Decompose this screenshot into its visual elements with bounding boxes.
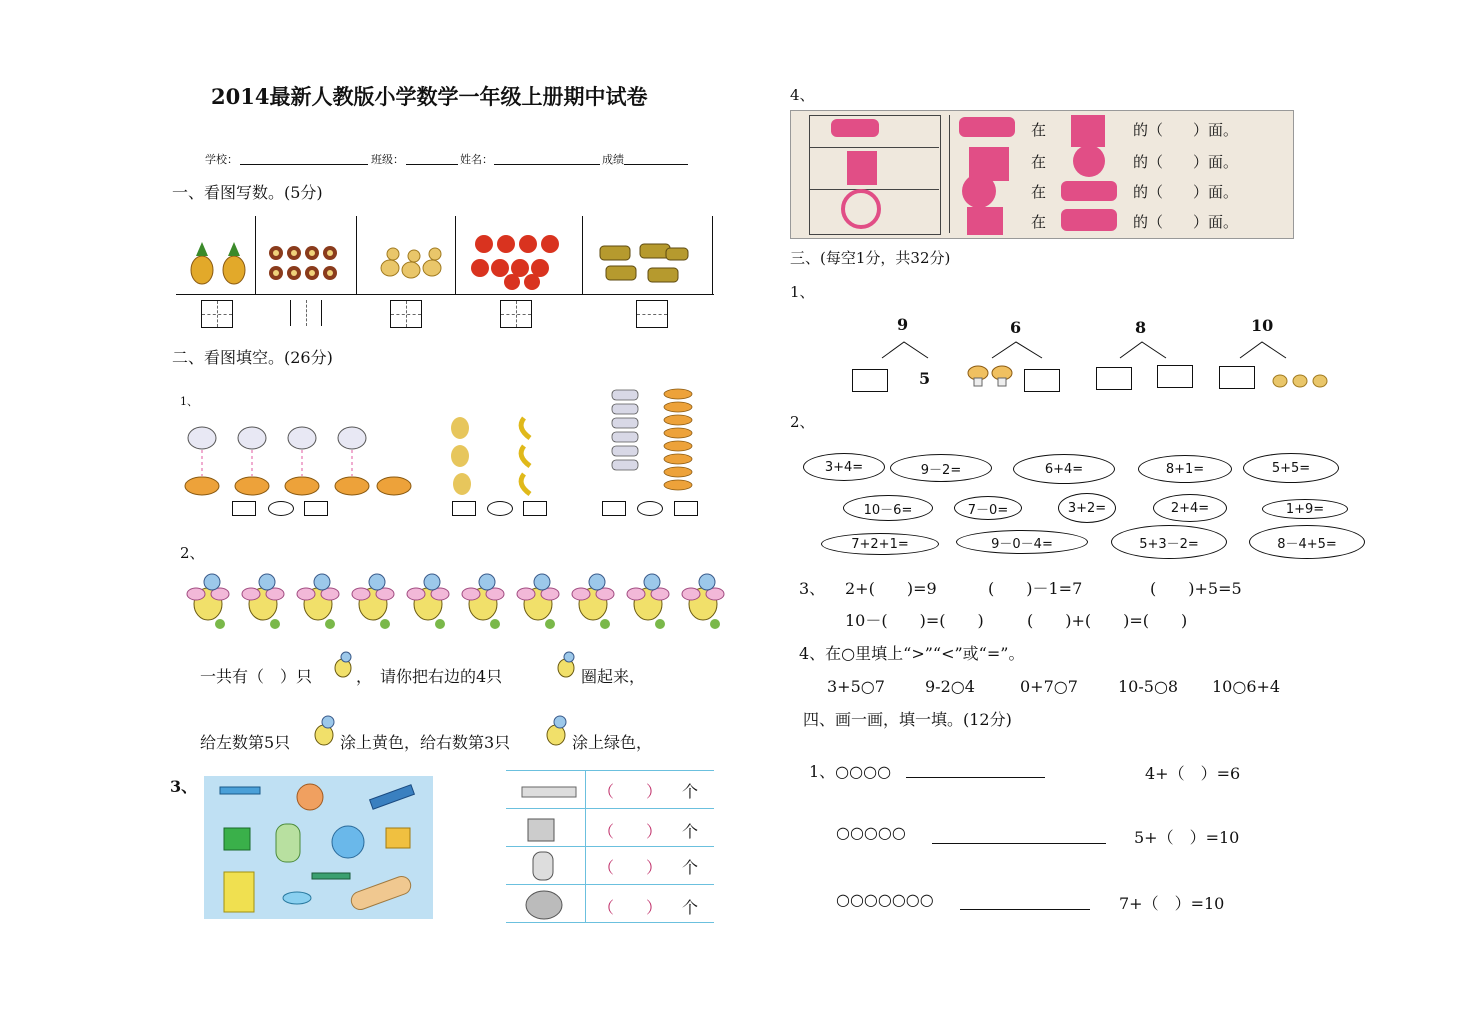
bee-icon (309, 714, 339, 748)
tree-answer-box[interactable] (852, 369, 888, 392)
compare-item[interactable]: 10-5○8 (1118, 677, 1179, 696)
compare-item[interactable]: 9-2○4 (925, 677, 975, 696)
section4-heading: 四、画一画，填一填。(12分) (803, 710, 1012, 729)
equation-oval[interactable]: 9－2= (890, 454, 992, 482)
draw-circles: ○○○○○○○ (836, 890, 934, 909)
cattle-picture (596, 240, 696, 290)
tree-branches (870, 338, 1330, 362)
answer-box-duck[interactable] (390, 300, 422, 328)
photo-face[interactable]: 的（ ）面。 (1133, 121, 1239, 139)
tree-top: 9 (897, 315, 909, 334)
equation-oval[interactable]: 3+4= (803, 453, 885, 481)
count-blank[interactable]: （ ） (598, 898, 663, 917)
table-row (506, 885, 714, 923)
bee-icon (330, 650, 356, 680)
q3-equation[interactable]: 2+( )=9 (845, 579, 937, 598)
tree-top: 10 (1251, 316, 1274, 335)
draw-line[interactable] (932, 843, 1106, 844)
q2-number: 2、 (180, 544, 205, 562)
photo-zai: 在 (1031, 183, 1047, 201)
position-photo (790, 110, 1294, 239)
draw-circles: ○○○○○ (836, 823, 906, 842)
equation-oval[interactable]: 9－0－4= (956, 530, 1088, 554)
equation-oval[interactable]: 5+3－2= (1111, 525, 1227, 559)
draw-line[interactable] (906, 777, 1045, 778)
equation-oval[interactable]: 1+9= (1262, 499, 1348, 519)
compare-box-3b[interactable] (674, 501, 698, 516)
compare-box-1b[interactable] (304, 501, 328, 516)
photo-zai: 在 (1031, 213, 1047, 231)
table-row (506, 771, 714, 809)
draw-equation[interactable]: 4+（ ）=6 (1145, 764, 1241, 783)
page-title: 2014最新人教版小学数学一年级上册期中试卷 (211, 84, 648, 109)
bee-color-text-end: 涂上绿色， (572, 733, 653, 752)
q3-number: 3、 (170, 777, 198, 796)
mushrooms-picture (966, 364, 1022, 388)
draw-equation[interactable]: 7+（ ）=10 (1119, 894, 1225, 913)
name-label: 姓名： (460, 153, 493, 166)
compare-item[interactable]: 10○6+4 (1212, 677, 1281, 696)
count-blank[interactable]: （ ） (598, 782, 663, 801)
compare-box-2a[interactable] (452, 501, 476, 516)
school-label: 学校： (205, 153, 238, 166)
answer-box-flower[interactable] (290, 300, 322, 326)
class-label: 班级： (371, 153, 404, 166)
q3-number: 3、 (799, 579, 826, 598)
chicks-picture (1270, 366, 1332, 390)
equation-oval[interactable]: 5+5= (1243, 453, 1339, 483)
class-field[interactable] (406, 164, 458, 165)
name-field[interactable] (494, 164, 600, 165)
answer-box-apple[interactable] (500, 300, 532, 328)
compare-item[interactable]: 0+7○7 (1020, 677, 1078, 696)
bee-color-text: 给左数第5只 (200, 733, 291, 752)
score-label: 成绩 (602, 153, 624, 166)
compare-box-2b[interactable] (523, 501, 547, 516)
bee-icon (541, 714, 571, 748)
photo-zai: 在 (1031, 153, 1047, 171)
school-field[interactable] (240, 164, 368, 165)
compare-circle-3[interactable] (637, 501, 663, 516)
equation-oval[interactable]: 10－6= (843, 495, 933, 521)
count-blank[interactable]: （ ） (598, 822, 663, 841)
count-unit: 个 (682, 822, 699, 841)
bee-circle-text: ， 请你把右边的4只 (356, 667, 503, 686)
score-field[interactable] (624, 164, 688, 165)
animals-column-picture (608, 388, 698, 498)
table-row (506, 847, 714, 885)
compare-circle-1[interactable] (268, 501, 294, 516)
shapes-picture (204, 776, 433, 919)
tree-top: 6 (1010, 318, 1022, 337)
bee-count-text: 一共有（ ）只 (200, 667, 313, 686)
bee-icon (553, 650, 579, 680)
ducks-picture (378, 242, 444, 282)
q3-equation[interactable]: ( )－1=7 (988, 579, 1083, 598)
compare-box-3a[interactable] (602, 501, 626, 516)
r-q1-number: 1、 (790, 283, 815, 301)
equation-oval[interactable]: 7+2+1= (821, 533, 939, 555)
draw-circles: 1、○○○○ (809, 762, 892, 781)
rabbits-monkeys-picture (180, 420, 420, 500)
compare-item[interactable]: 3+5○7 (827, 677, 885, 696)
photo-zai: 在 (1031, 121, 1047, 139)
tree-answer-box[interactable] (1219, 366, 1255, 389)
q4-instruction: 4、在○里填上“>”“<”或“=”。 (799, 644, 1025, 663)
compare-box-1a[interactable] (232, 501, 256, 516)
equation-oval[interactable]: 3+2= (1058, 493, 1116, 523)
bees-row-picture (182, 570, 732, 632)
q3-equation[interactable]: 10－( )=( ) (845, 611, 984, 630)
tree-answer-box[interactable] (1157, 365, 1193, 388)
equation-oval[interactable]: 8+1= (1138, 455, 1232, 483)
count-unit: 个 (682, 782, 699, 801)
section2-heading: 二、看图填空。(26分) (172, 348, 333, 367)
equation-oval[interactable]: 6+4= (1013, 454, 1115, 484)
shapes-count-table (506, 770, 714, 923)
r-q4-number: 4、 (790, 86, 815, 104)
q3-equation[interactable]: ( )+5=5 (1150, 579, 1242, 598)
photo-face[interactable]: 的（ ）面。 (1133, 213, 1239, 231)
bee-color-text-mid: 涂上黄色，给右数第3只 (340, 733, 511, 752)
photo-face[interactable]: 的（ ）面。 (1133, 183, 1239, 201)
tree-top: 8 (1135, 318, 1147, 337)
table-row (506, 809, 714, 847)
answer-box-cattle[interactable] (636, 300, 668, 328)
pears-bananas-picture (440, 412, 550, 498)
pineapples-picture (186, 240, 252, 286)
equation-oval[interactable]: 8－4+5= (1249, 525, 1365, 559)
flowers-picture (268, 243, 348, 283)
section1-heading: 一、看图写数。(5分) (172, 183, 323, 202)
q3-equation[interactable]: ( )+( )=( ) (1027, 611, 1188, 630)
draw-line[interactable] (960, 909, 1090, 910)
draw-equation[interactable]: 5+（ ）=10 (1134, 828, 1240, 847)
bee-circle-text-end: 圈起来， (581, 667, 646, 686)
answer-box-pineapple[interactable] (201, 300, 233, 328)
q1-number: 1、 (180, 395, 198, 408)
tree-answer-box[interactable] (1024, 369, 1060, 392)
photo-face[interactable]: 的（ ）面。 (1133, 153, 1239, 171)
count-unit: 个 (682, 858, 699, 877)
equation-oval[interactable]: 2+4= (1153, 494, 1227, 522)
section3-heading: 三、(每空1分，共32分) (790, 249, 951, 267)
count-unit: 个 (682, 898, 699, 917)
count-blank[interactable]: （ ） (598, 858, 663, 877)
r-q2-number: 2、 (790, 413, 815, 431)
tree-leaf: 5 (919, 369, 931, 388)
apples-picture (472, 234, 562, 288)
compare-circle-2[interactable] (487, 501, 513, 516)
equation-oval[interactable]: 7－0= (954, 496, 1022, 520)
tree-answer-box[interactable] (1096, 367, 1132, 390)
